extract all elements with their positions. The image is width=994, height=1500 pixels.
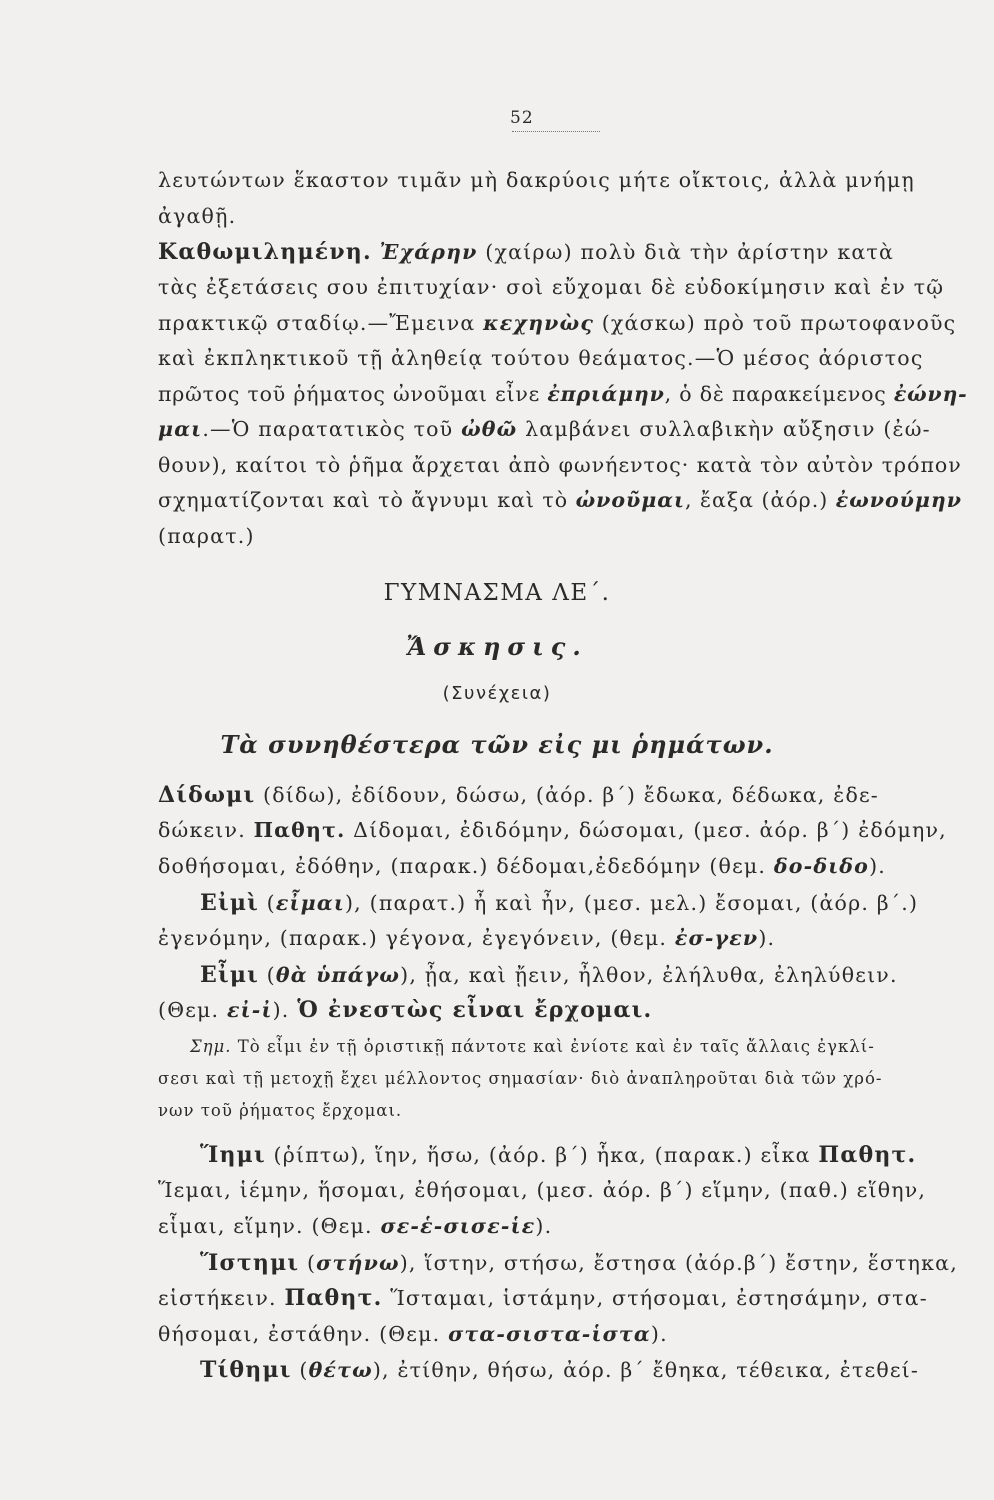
verb-form: ἐώνη- xyxy=(893,382,968,406)
text-span: ). xyxy=(535,1214,553,1238)
stem: δο-διδο xyxy=(773,854,870,878)
text-span: ( xyxy=(258,963,276,987)
verb-form: ἐωνούμην xyxy=(835,488,963,512)
text-span: ). xyxy=(758,926,776,950)
verb-form: ὠνοῦμαι xyxy=(575,488,685,512)
note-label: Σημ. xyxy=(190,1037,232,1056)
verb-form: ὠθῶ xyxy=(461,417,518,441)
text-span: ). xyxy=(650,1322,668,1346)
text-line xyxy=(200,1246,958,1281)
text-span: ). xyxy=(869,854,886,878)
text-span: .—Ὁ παρατατικὸς τοῦ xyxy=(202,417,462,441)
text-span: ( xyxy=(299,1251,317,1275)
text-span: λαμβάνει συλλαβικὴν αὔξησιν (ἐώ- xyxy=(517,417,931,441)
text-line xyxy=(158,849,886,884)
stem: εἰ-ἰ xyxy=(226,998,273,1022)
text-line: καὶ ἐκπληκτικοῦ τῇ ἀληθείᾳ τούτου θεάματος.—Ὁ μέσος ἀόριστος xyxy=(158,346,924,370)
note-line: σεσι καὶ τῇ μετοχῇ ἔχει μέλλοντος σημασίαν· διὸ ἀναπληροῦται διὰ τῶν χρό- xyxy=(158,1069,883,1088)
text-span: πρῶτος τοῦ ῥήματος ὠνοῦμαι εἶνε xyxy=(158,382,548,406)
text-line: τὰς ἐξετάσεις σου ἐπιτυχίαν· σοὶ εὔχομαι δὲ εὐδοκίμησιν καὶ ἐν τῷ xyxy=(158,275,945,299)
text-line xyxy=(200,1138,916,1173)
text-line xyxy=(158,306,956,341)
section-label: Καθωμιλημένη. xyxy=(158,239,372,265)
text-span: ). xyxy=(272,998,298,1022)
text-line xyxy=(200,958,898,993)
note-line xyxy=(190,1037,875,1056)
text-span: , ὁ δὲ παρακείμενος xyxy=(664,382,894,406)
note-line: νων τοῦ ῥήματος ἔρχομαι. xyxy=(158,1101,403,1120)
section-title: Τὰ συνηθέστερα τῶν εἰς μι ῥημάτων. xyxy=(220,730,774,759)
text-line xyxy=(158,921,775,956)
text-span: ( xyxy=(291,1358,309,1382)
text-span: σχηματίζονται καὶ τὸ ἄγνυμι καὶ τὸ xyxy=(158,488,576,512)
text-span: (δίδω), ἐδίδουν, δώσω, (ἀόρ. β΄) ἔδωκα, δέδωκα, ἐδε- xyxy=(255,783,879,807)
text-span: πρακτικῷ σταδίῳ.—Ἔμεινα xyxy=(158,311,484,335)
verb-headword: Τίθημι xyxy=(200,1357,292,1383)
continuation-label: (Συνέχεια) xyxy=(442,683,552,704)
text-span: (Θεμ. xyxy=(158,998,227,1022)
text-span: ἐγενόμην, (παρακ.) γέγονα, ἐγεγόνειν, (θεμ. xyxy=(158,926,675,950)
text-line: Ἵεμαι, ἱέμην, ἥσομαι, ἐθήσομαι, (μεσ. ἀόρ. β΄) εἵμην, (παθ.) εἵθην, xyxy=(158,1178,927,1202)
text-line xyxy=(200,886,918,921)
text-line: ἀγαθῇ. xyxy=(158,204,237,228)
text-span: εἱστήκειν. xyxy=(158,1286,285,1310)
text-span: Τὸ εἶμι ἐν τῇ ὁριστικῇ πάντοτε καὶ ἐνίοτε καὶ ἐν ταῖς ἄλλαις ἐγκλί- xyxy=(231,1037,875,1056)
text-span: (χάσκω) πρὸ τοῦ πρωτοφανοῦς xyxy=(594,311,957,335)
verb-form: κεχηνὼς xyxy=(483,311,595,335)
text-span xyxy=(372,240,380,264)
stem: στα-σιστα-ἱστα xyxy=(448,1322,651,1346)
meaning: θέτω xyxy=(308,1358,373,1382)
stem: σε-ἑ-σισε-ἱε xyxy=(380,1214,536,1238)
meaning: εἶμαι xyxy=(275,891,345,915)
exercise-heading: ΓΥΜΝΑΣΜΑ ΛΕ΄. xyxy=(383,580,611,606)
text-span: δώκειν. xyxy=(158,818,254,842)
text-span: Ἵσταμαι, ἱστάμην, στήσομαι, ἐστησάμην, στα- xyxy=(382,1286,928,1310)
meaning: θὰ ὑπάγω xyxy=(275,963,401,987)
text-line xyxy=(158,1317,668,1352)
text-line xyxy=(200,1353,919,1388)
verb-form: μαι xyxy=(158,417,203,441)
text-line: (παρατ.) xyxy=(158,524,255,548)
text-line xyxy=(158,1281,928,1316)
passive-label: Παθητ. xyxy=(284,1285,383,1311)
meaning: στήνω xyxy=(316,1251,400,1275)
text-span: ), ᾖα, καὶ ᾔειν, ἦλθον, ἐλήλυθα, ἐληλύθειν. xyxy=(400,963,898,987)
text-line xyxy=(158,1209,552,1244)
text-span: ), ἐτίθην, θήσω, ἀόρ. β΄ ἔθηκα, τέθεικα, ἐτεθεί- xyxy=(372,1358,920,1382)
page-number-rule xyxy=(512,131,600,132)
askisis-heading: Ἄσκησις. xyxy=(406,632,588,661)
text-span: ), (παρατ.) ἦ καὶ ἦν, (μεσ. μελ.) ἔσομαι, (ἀόρ. β΄.) xyxy=(344,891,919,915)
text-line xyxy=(158,778,879,813)
verb-headword: Εἶμι xyxy=(200,962,259,988)
text-span: Δίδομαι, ἐδιδόμην, δώσομαι, (μεσ. ἀόρ. β΄) ἐδόμην, xyxy=(345,818,947,842)
text-line xyxy=(158,813,947,848)
text-span: δοθήσομαι, ἐδόθην, (παρακ.) δέδομαι,ἐδεδόμην (θεμ. xyxy=(158,854,774,878)
passive-label: Παθητ. xyxy=(253,818,346,842)
text-line xyxy=(158,993,652,1028)
text-line: θουν), καίτοι τὸ ῥῆμα ἄρχεται ἀπὸ φωνήεντος· κατὰ τὸν αὐτὸν τρόπον xyxy=(158,453,962,477)
text-line: λευτώντων ἕκαστον τιμᾶν μὴ δακρύοις μήτε οἴκτοις, ἀλλὰ μνήμῃ xyxy=(158,168,915,192)
note-bold: Ὁ ἐνεστὼς εἶναι ἔρχομαι. xyxy=(297,997,653,1023)
text-line xyxy=(158,412,931,447)
text-span: (ῥίπτω), ἵην, ἥσω, (ἀόρ. β΄) ἧκα, (παρακ.) εἷκα xyxy=(265,1143,819,1167)
page-number: 52 xyxy=(510,108,534,128)
verb-headword: Ἵστημι xyxy=(200,1250,300,1276)
text-span: , ἔαξα (ἀόρ.) xyxy=(684,488,836,512)
stem: ἐσ-γεν xyxy=(674,926,759,950)
text-span: ), ἵστην, στήσω, ἔστησα (ἀόρ.β΄) ἔστην, ἕστηκα, xyxy=(399,1251,958,1275)
verb-headword: Δίδωμι xyxy=(158,782,256,808)
text-line xyxy=(158,483,962,518)
verb-headword: Εἰμὶ xyxy=(200,890,259,916)
text-line xyxy=(158,377,967,412)
verb-headword: Ἵημι xyxy=(200,1142,266,1168)
text-span: εἷμαι, εἵμην. (Θεμ. xyxy=(158,1214,381,1238)
text-span: (χαίρω) πολὺ διὰ τὴν ἀρίστην κατὰ xyxy=(477,240,894,264)
text-span: ( xyxy=(258,891,276,915)
verb-form: Ἐχάρην xyxy=(379,240,478,264)
text-line xyxy=(158,235,894,270)
passive-label: Παθητ. xyxy=(818,1142,917,1168)
verb-form: ἐπριάμην xyxy=(547,382,665,406)
text-span: θήσομαι, ἐστάθην. (Θεμ. xyxy=(158,1322,449,1346)
